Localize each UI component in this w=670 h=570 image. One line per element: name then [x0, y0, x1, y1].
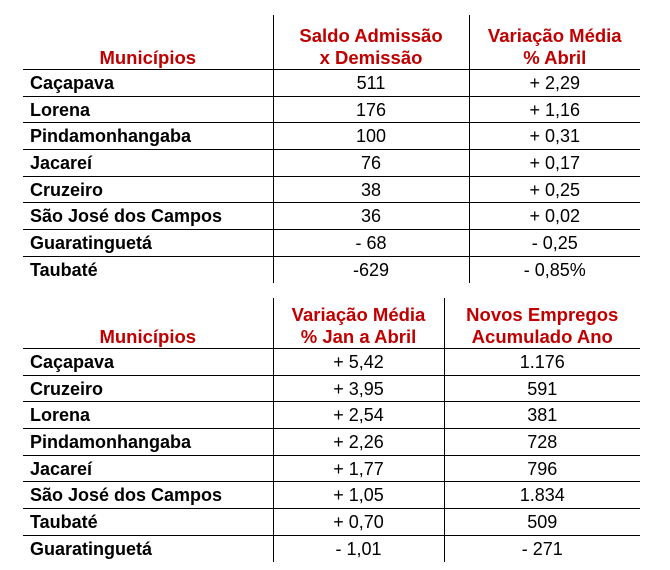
cell-saldo: 36	[273, 203, 469, 230]
cell-empregos: 381	[444, 402, 640, 429]
cell-empregos: 591	[444, 375, 640, 402]
municipio-name: Taubaté	[23, 509, 273, 536]
cell-empregos: 1.176	[444, 349, 640, 376]
cell-variacao: + 0,31	[469, 123, 640, 150]
cell-variacao: + 1,05	[273, 482, 444, 509]
municipio-name: Taubaté	[23, 256, 273, 282]
municipio-name: Guaratinguetá	[23, 535, 273, 561]
header-novos-empregos: Novos Empregos Acumulado Ano	[444, 298, 640, 349]
cell-variacao: + 0,70	[273, 509, 444, 536]
cell-variacao: + 5,42	[273, 349, 444, 376]
municipio-name: Lorena	[23, 402, 273, 429]
cell-saldo: 100	[273, 123, 469, 150]
table-row	[23, 176, 640, 203]
table-row	[23, 455, 640, 482]
table-header-row	[23, 298, 640, 349]
table-row	[23, 375, 640, 402]
cell-variacao: - 1,01	[273, 535, 444, 561]
table-row	[23, 123, 640, 150]
cell-variacao: + 0,25	[469, 176, 640, 203]
cell-saldo: 511	[273, 70, 469, 97]
header-municipios: Municípios	[99, 47, 197, 68]
municipio-name: Cruzeiro	[23, 375, 273, 402]
cell-variacao: + 3,95	[273, 375, 444, 402]
table-row	[23, 230, 640, 257]
cell-empregos: - 271	[444, 535, 640, 561]
municipio-name: Jacareí	[23, 455, 273, 482]
cell-saldo: - 68	[273, 230, 469, 257]
table-row	[23, 150, 640, 177]
table-header-row	[23, 15, 640, 70]
cell-empregos: 509	[444, 509, 640, 536]
table-row	[23, 70, 640, 97]
variacao-empregos-acumulado-table	[23, 298, 640, 562]
cell-variacao: + 2,29	[469, 70, 640, 97]
municipio-name: Caçapava	[23, 349, 273, 376]
municipio-name: Caçapava	[23, 70, 273, 97]
table-row	[23, 402, 640, 429]
cell-saldo: 38	[273, 176, 469, 203]
header-variacao-jan-abril: Variação Média % Jan a Abril	[273, 298, 444, 349]
table-row	[23, 96, 640, 123]
cell-variacao: + 2,54	[273, 402, 444, 429]
municipio-name: Pindamonhangaba	[23, 429, 273, 456]
table-row	[23, 429, 640, 456]
header-municipios: Municípios	[99, 326, 197, 347]
table-row	[23, 349, 640, 376]
cell-variacao: - 0,85%	[469, 256, 640, 282]
cell-variacao: + 1,77	[273, 455, 444, 482]
municipio-name: Jacareí	[23, 150, 273, 177]
municipio-name: Cruzeiro	[23, 176, 273, 203]
cell-variacao: + 2,26	[273, 429, 444, 456]
cell-empregos: 796	[444, 455, 640, 482]
table-row	[23, 535, 640, 561]
municipio-name: São José dos Campos	[23, 482, 273, 509]
header-variacao-abril: Variação Média % Abril	[469, 15, 640, 70]
cell-variacao: - 0,25	[469, 230, 640, 257]
cell-saldo: 76	[273, 150, 469, 177]
municipio-name: Lorena	[23, 96, 273, 123]
cell-empregos: 728	[444, 429, 640, 456]
cell-saldo: -629	[273, 256, 469, 282]
cell-saldo: 176	[273, 96, 469, 123]
cell-empregos: 1.834	[444, 482, 640, 509]
table-row	[23, 203, 640, 230]
table-row	[23, 509, 640, 536]
table-row	[23, 482, 640, 509]
cell-variacao: + 0,17	[469, 150, 640, 177]
header-saldo: Saldo Admissão x Demissão	[273, 15, 469, 70]
municipio-name: Pindamonhangaba	[23, 123, 273, 150]
municipio-name: São José dos Campos	[23, 203, 273, 230]
saldo-variacao-abril-table	[23, 15, 640, 283]
cell-variacao: + 1,16	[469, 96, 640, 123]
cell-variacao: + 0,02	[469, 203, 640, 230]
table-row	[23, 256, 640, 282]
municipio-name: Guaratinguetá	[23, 230, 273, 257]
